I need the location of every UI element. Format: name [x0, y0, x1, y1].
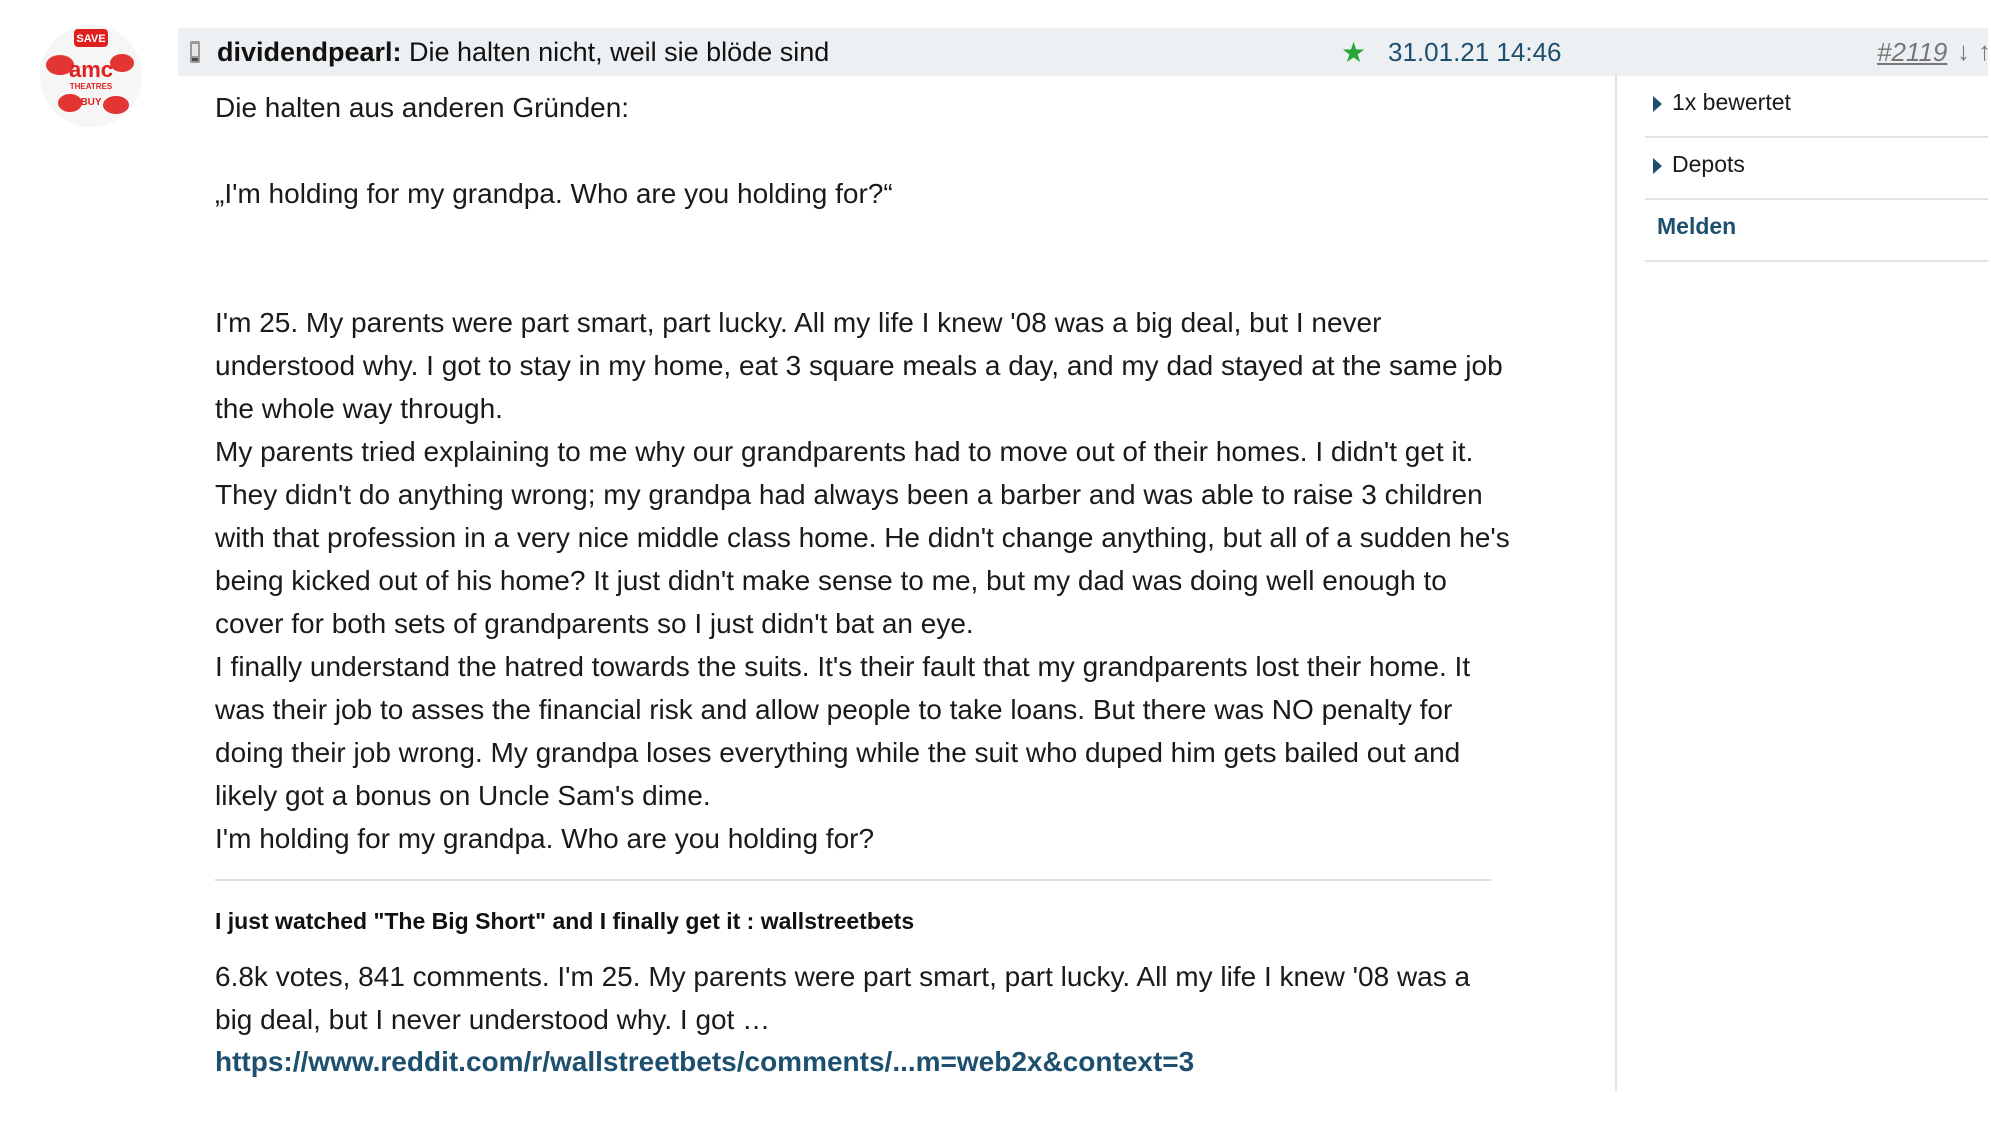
post-subject: Die halten nicht, weil sie blöde sind	[409, 37, 830, 67]
post-header	[178, 28, 1991, 76]
post-paragraph: My parents tried explaining to me why our grandparents had to move out of their homes. I didn't get it. They didn't do anything wrong; my grandpa had always been a barber and was able to raise 3 children with that profession in a very nice middle class home. He didn't change anything, but all of a sudden he's being kicked out of his home? It just didn't make sense to me, but my dad was doing well enough to cover for both sets of grandparents so I just didn't bat an eye.	[215, 436, 1510, 639]
caret-right-icon	[1653, 158, 1662, 174]
sidebar-item-label: Depots	[1672, 151, 1745, 177]
post-quote: „I'm holding for my grandpa. Who are you holding for?“	[215, 178, 893, 209]
post-number-link[interactable]: #2119	[1877, 37, 1948, 67]
user-avatar[interactable]	[40, 25, 142, 127]
avatar-top-text: SAVE	[76, 33, 106, 45]
post-paragraph: I'm 25. My parents were part smart, part lucky. All my life I knew '08 was a big deal, but I never understood why. I got to stay in my home, eat 3 square meals a day, and my dad stayed at the same job the whole way through.	[215, 307, 1503, 424]
arrow-down-icon[interactable]: ↓	[1957, 36, 1970, 66]
post-paragraph: I finally understand the hatred towards the suits. It's their fault that my grandparents lost their home. It was their job to asses the financial risk and allow people to take loans. But there was NO penalty for doing their job wrong. My grandpa loses everything while the suit who duped him gets bailed out and likely got a bonus on Uncle Sam's dime.	[215, 651, 1471, 811]
link-preview-url[interactable]: https://www.reddit.com/r/wallstreetbets/comments/...m=web2x&context=3	[215, 1046, 1195, 1077]
report-link[interactable]: Melden	[1657, 213, 1737, 239]
post-timestamp: 31.01.21 14:46	[1388, 37, 1562, 67]
sidebar-item-report[interactable]	[1645, 200, 1988, 262]
avatar-buy-text: BUY	[80, 97, 102, 108]
post-paragraph: I'm holding for my grandpa. Who are you holding for?	[215, 823, 875, 854]
link-preview-title: I just watched "The Big Short" and I finally get it : wallstreetbets	[215, 908, 915, 934]
sidebar-divider	[1615, 76, 1617, 1091]
post-author[interactable]: dividendpearl:	[217, 37, 402, 67]
avatar-brand-text: amc	[68, 57, 114, 82]
sidebar-item-label: 1x bewertet	[1672, 89, 1791, 115]
link-preview-divider	[215, 879, 1491, 881]
post-body	[215, 86, 1515, 860]
mobile-phone-icon	[189, 40, 201, 64]
arrow-up-icon[interactable]: ↑	[1978, 36, 1991, 66]
amc-logo-icon	[40, 25, 142, 127]
link-preview-description: 6.8k votes, 841 comments. I'm 25. My parents were part smart, part lucky. All my life I knew '08 was a big deal, but I never understood why. I got …	[215, 961, 1471, 1035]
star-icon: ★	[1341, 37, 1367, 68]
sidebar-item-ratings[interactable]	[1645, 76, 1988, 138]
sidebar-item-depots[interactable]	[1645, 138, 1988, 200]
post-intro: Die halten aus anderen Gründen:	[215, 92, 630, 123]
caret-right-icon	[1653, 96, 1662, 112]
avatar-sub-text: THEATRES	[69, 82, 113, 91]
